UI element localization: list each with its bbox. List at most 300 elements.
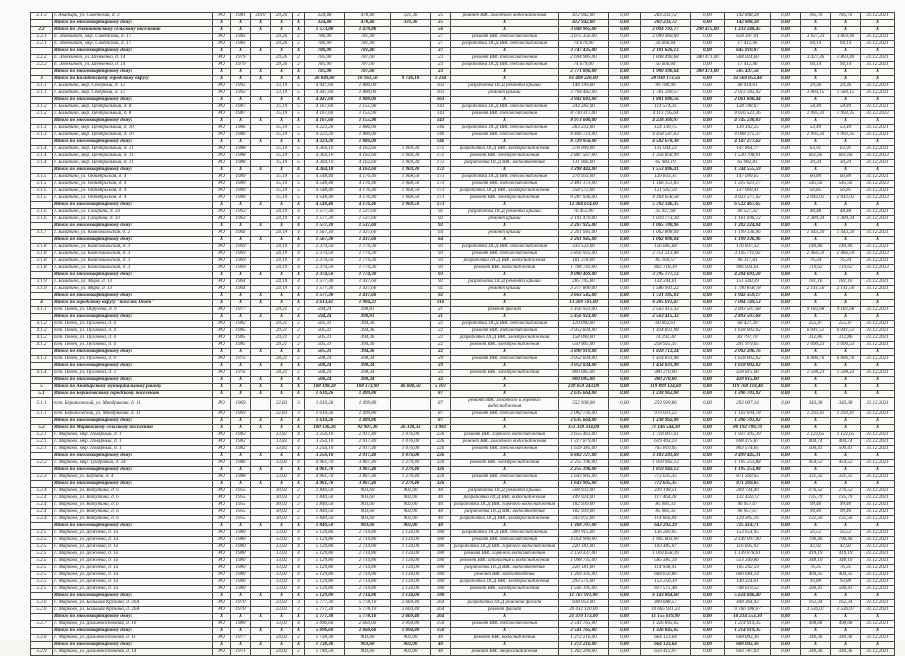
address-cell: пгт. Беринговский, ул. Мандрикова, д. 11 — [53, 410, 213, 417]
cost-local-budget-cell: 0,00 — [691, 377, 725, 384]
cost-local-budget-cell: 0,00 — [691, 272, 725, 279]
work-type-cell: ремонт ВВС холодного водоснабжения — [451, 13, 559, 20]
cost-local-budget-cell: 0,00 — [691, 620, 725, 627]
year-last-repair-cell — [251, 153, 271, 160]
area-living-cell — [391, 251, 431, 258]
cost-other-cell: 0,00 — [771, 69, 801, 76]
floors-cell: X — [293, 641, 305, 648]
unit-cost-cell: 76,34 — [801, 258, 831, 265]
cost-owners-cell: 871 269,65 — [725, 480, 771, 487]
unit-cost-approved-cell: 99,40 — [831, 501, 861, 508]
area-total-cell: 2 613,41 — [305, 300, 345, 307]
area-living-cell — [391, 279, 431, 286]
year-last-repair-cell — [251, 209, 271, 216]
cost-fund-cell: 0,00 — [609, 557, 641, 564]
year-built-cell: 1976 — [231, 370, 251, 377]
fund-method-cell: РО — [213, 634, 231, 641]
unit-cost-cell: X — [801, 641, 831, 648]
address-cell: г. Билибино, ул. Октябрьская, д. 4 — [53, 195, 213, 202]
area-total-cell: 1 577,30 — [305, 293, 345, 300]
unit-cost-approved-cell: 94,14 — [831, 41, 861, 48]
unit-cost-cell: 312,86 — [801, 335, 831, 342]
unit-cost-cell: 162,34 — [801, 599, 831, 606]
summary-row — [31, 627, 895, 634]
cost-owners-cell: 428 815,00 — [725, 377, 771, 384]
completion-date-cell: 31.12.2021 — [861, 564, 895, 571]
row-num-cell: 3.1.5 — [31, 195, 53, 202]
cost-owners-cell: 585 437,56 — [725, 69, 771, 76]
year-last-repair-cell — [251, 370, 271, 377]
area-living-cell: 1 076,00 — [391, 445, 431, 452]
row-num-cell: 5 — [31, 384, 53, 391]
unit-cost-approved-cell: 181,16 — [831, 279, 861, 286]
floors-cell: 3 — [293, 398, 305, 411]
unit-cost-cell: 3 427,36 — [801, 55, 831, 62]
cost-other-cell: 0,00 — [771, 41, 801, 48]
cost-owners-cell: 147 864,77 — [725, 146, 771, 153]
address-cell: Итого по многоквартирному дому: — [53, 627, 213, 634]
work-type-cell: ремонт ВВС водоснабжения — [451, 634, 559, 641]
table-row — [31, 244, 895, 251]
table-row — [31, 494, 895, 501]
cost-fund-cell: 0,00 — [609, 300, 641, 307]
summary-row — [31, 293, 895, 300]
cost-fund-cell: 0,00 — [609, 328, 641, 335]
cost-fund-cell: 0,00 — [609, 578, 641, 585]
cost-local-budget-cell: 0,00 — [691, 363, 725, 370]
area-premises-cell: 398,34 — [345, 377, 391, 384]
cost-subject-budget-cell: 269 233,72 — [641, 13, 691, 20]
completion-date-cell: X — [861, 293, 895, 300]
table-row — [31, 515, 895, 522]
residents-count-cell: 22 — [431, 328, 451, 335]
address-cell: Итого по Эгвекинотскому сельскому поселению — [53, 27, 213, 34]
cost-owners-cell: 2 013 182,43 — [725, 90, 771, 97]
cost-other-cell: 0,00 — [771, 97, 801, 104]
year-built-cell: X — [231, 627, 251, 634]
year-last-repair-cell — [251, 104, 271, 111]
area-premises-cell: 108 173,90 — [345, 384, 391, 391]
row-num-cell — [31, 613, 53, 620]
cost-other-cell: 0,00 — [771, 564, 801, 571]
area-total-cell: 4 961,70 — [305, 473, 345, 480]
residents-count-cell: 226 — [431, 452, 451, 459]
fund-method-cell: РО — [213, 153, 231, 160]
cost-local-budget-cell: 0,00 — [691, 445, 725, 452]
area-living-cell — [391, 356, 431, 363]
area-total-cell: 1 738,30 — [305, 634, 345, 641]
year-last-repair-cell — [251, 307, 271, 314]
unit-cost-cell: X — [801, 48, 831, 55]
completion-date-cell: 31.12.2021 — [861, 536, 895, 543]
work-type-cell: разработка ПСД ВВС теплоснабжения — [451, 125, 559, 132]
unit-cost-cell: X — [801, 452, 831, 459]
cost-owners-cell: 871 269,65 — [725, 473, 771, 480]
cost-other-cell: 0,00 — [771, 209, 801, 216]
unit-cost-approved-cell: X — [831, 69, 861, 76]
cost-owners-cell: 1 214 919,35 — [725, 627, 771, 634]
year-built-cell: 1986 — [231, 132, 251, 139]
year-last-repair-cell — [251, 585, 271, 592]
year-last-repair-cell — [251, 195, 271, 202]
floors-cell: 4 — [293, 543, 305, 550]
cost-local-budget-cell: 0,00 — [691, 146, 725, 153]
area-total-cell: 1 610,26 — [305, 417, 345, 424]
cost-local-budget-cell: 0,00 — [691, 391, 725, 398]
area-premises-cell: 903,60 — [345, 494, 391, 501]
residents-count-cell: 92 — [431, 279, 451, 286]
cost-other-cell: 0,00 — [771, 328, 801, 335]
area-living-cell — [391, 118, 431, 125]
area-living-cell — [391, 417, 431, 424]
completion-date-cell: 31.12.2021 — [861, 356, 895, 363]
cost-fund-cell: 0,00 — [609, 620, 641, 627]
work-type-cell: X — [451, 139, 559, 146]
floors-cell: 5 — [293, 104, 305, 111]
area-living-cell — [391, 398, 431, 411]
row-num-cell — [31, 466, 53, 473]
completion-date-cell: 31.12.2023 — [861, 153, 895, 160]
year-built-cell: 1989 — [231, 195, 251, 202]
cost-other-cell: 0,00 — [771, 571, 801, 578]
cost-other-cell: 0,00 — [771, 529, 801, 536]
fund-method-cell: РО — [213, 508, 231, 515]
wear-coefficient-cell: X — [271, 48, 293, 55]
unit-cost-approved-cell: 162,34 — [831, 599, 861, 606]
area-premises-cell: 1 880,00 — [345, 83, 391, 90]
year-built-cell: 1971 — [231, 648, 251, 655]
row-num-cell: 5.2.1 — [31, 431, 53, 438]
cost-fund-cell: 0,00 — [609, 335, 641, 342]
year-last-repair-cell — [251, 342, 271, 349]
year-last-repair-cell — [251, 335, 271, 342]
address-cell: Итого по многоквартирному дому: — [53, 97, 213, 104]
work-type-cell: X — [451, 202, 559, 209]
address-cell: пгт. Певек, ул. Пугачёва, д. 4 — [53, 328, 213, 335]
area-premises-cell: 1 774,30 — [345, 244, 391, 251]
wear-coefficient-cell: 15,19 — [271, 181, 293, 188]
cost-local-budget-cell: 0,00 — [691, 384, 725, 391]
unit-cost-cell: 1 389,34 — [801, 216, 831, 223]
completion-date-cell: X — [861, 613, 895, 620]
unit-cost-approved-cell: X — [831, 76, 861, 83]
completion-date-cell: X — [861, 452, 895, 459]
cost-total-cell: 1 566 195,00 — [559, 585, 609, 592]
work-type-cell: разработка ПСД ВВС теплоснабжения — [451, 174, 559, 181]
wear-coefficient-cell: X — [271, 613, 293, 620]
cost-other-cell: 0,00 — [771, 181, 801, 188]
table-row — [31, 487, 895, 494]
cost-total-cell: 2 261 945,00 — [559, 230, 609, 237]
table-row — [31, 132, 895, 139]
cost-other-cell: 0,00 — [771, 174, 801, 181]
cost-total-cell: 3 052 834,00 — [559, 356, 609, 363]
area-total-cell: 5 777,30 — [305, 613, 345, 620]
wear-coefficient-cell: X — [271, 592, 293, 599]
address-cell: Итого по многоквартирному дому: — [53, 20, 213, 27]
table-row — [31, 431, 895, 438]
work-type-cell: ремонт ВВС водоотведения — [451, 571, 559, 578]
year-last-repair-cell — [251, 473, 271, 480]
work-type-cell: ремонт ВВС теплоснабжения — [451, 328, 559, 335]
area-total-cell: 786,90 — [305, 34, 345, 41]
year-built-cell: 1970 — [231, 606, 251, 613]
wear-coefficient-cell: 13,02 — [271, 564, 293, 571]
year-last-repair-cell — [251, 111, 271, 118]
area-total-cell: 5 129,80 — [305, 557, 345, 564]
unit-cost-approved-cell: 785,76 — [831, 13, 861, 20]
unit-cost-approved-cell: X — [831, 48, 861, 55]
area-total-cell: 508,24 — [305, 356, 345, 363]
address-cell: Итого по многоквартирному дому: — [53, 167, 213, 174]
cost-owners-cell: 1 744 555,59 — [725, 167, 771, 174]
floors-cell: 2 — [293, 487, 305, 494]
year-last-repair-cell — [251, 188, 271, 195]
cost-subject-budget-cell: 664 123,64 — [641, 634, 691, 641]
residents-count-cell: 180 — [431, 557, 451, 564]
cost-fund-cell: 0,00 — [609, 363, 641, 370]
area-premises-cell: 2 714,80 — [345, 564, 391, 571]
row-num-cell: 3.1.6 — [31, 209, 53, 216]
cost-other-cell: 0,00 — [771, 286, 801, 293]
area-total-cell: 4 548,40 — [305, 181, 345, 188]
cost-owners-cell: 448 364,43 — [725, 599, 771, 606]
row-num-cell — [31, 377, 53, 384]
residents-count-cell: 92 — [431, 209, 451, 216]
cost-fund-cell: 0,00 — [609, 536, 641, 543]
fund-method-cell: РО — [213, 13, 231, 20]
fund-method-cell: РО — [213, 160, 231, 167]
cost-total-cell: 1 269 335,00 — [559, 571, 609, 578]
work-type-cell: X — [451, 522, 559, 529]
floors-cell: 4 — [293, 459, 305, 466]
address-cell: пгт. Певек, ул. Пугачёва, д. 9 — [53, 356, 213, 363]
completion-date-cell: X — [861, 522, 895, 529]
area-premises-cell: 781,40 — [345, 48, 391, 55]
cost-owners-cell: 151 500,39 — [725, 279, 771, 286]
floors-cell: 5 — [293, 111, 305, 118]
cost-owners-cell: 68 427,39 — [725, 321, 771, 328]
fund-method-cell: РО — [213, 307, 231, 314]
work-type-cell: X — [451, 20, 559, 27]
cost-total-cell: 249 924,00 — [559, 494, 609, 501]
row-num-cell — [31, 139, 53, 146]
table-row — [31, 543, 895, 550]
cost-local-budget-cell: 0,00 — [691, 452, 725, 459]
cost-subject-budget-cell: 1 721 185,83 — [641, 293, 691, 300]
unit-cost-cell: 454,52 — [801, 459, 831, 466]
row-num-cell: 5.2.7 — [31, 620, 53, 627]
cost-subject-budget-cell: 1 905 803,00 — [641, 536, 691, 543]
table-row — [31, 265, 895, 272]
floors-cell: 5 — [293, 146, 305, 153]
area-living-cell — [391, 48, 431, 55]
year-last-repair-cell: X — [251, 641, 271, 648]
cost-subject-budget-cell: 103 485,07 — [641, 543, 691, 550]
fund-method-cell: РО — [213, 370, 231, 377]
area-premises-cell: 394,36 — [345, 349, 391, 356]
area-total-cell: 4 167,60 — [305, 104, 345, 111]
area-living-cell: 1 094,80 — [391, 620, 431, 627]
cost-fund-cell: 0,00 — [609, 132, 641, 139]
cost-owners-cell: 1 790 858,78 — [725, 286, 771, 293]
cost-subject-budget-cell: 1 326 845,65 — [641, 620, 691, 627]
cost-fund-cell: 0,00 — [609, 634, 641, 641]
area-living-cell: 2 669,40 — [391, 599, 431, 606]
wear-coefficient-cell: X — [271, 237, 293, 244]
area-premises-cell: 5 778,10 — [345, 613, 391, 620]
area-living-cell: 902,00 — [391, 634, 431, 641]
area-premises-cell: 2 714,80 — [345, 529, 391, 536]
area-premises-cell: 1 774,30 — [345, 272, 391, 279]
floors-cell: X — [293, 20, 305, 27]
area-total-cell: 5 129,80 — [305, 564, 345, 571]
area-premises-cell: 1 880,00 — [345, 90, 391, 97]
unit-cost-approved-cell: 2 141,50 — [831, 286, 861, 293]
unit-cost-cell: 58,49 — [801, 104, 831, 111]
unit-cost-approved-cell: 545,56 — [831, 181, 861, 188]
area-total-cell: 4 223,20 — [305, 139, 345, 146]
summary-row — [31, 480, 895, 487]
cost-total-cell: 1 643 905,00 — [559, 473, 609, 480]
address-cell: Итого по многоквартирному дому: — [53, 522, 213, 529]
summary-row — [31, 300, 895, 307]
work-type-cell: ремонт крыши — [451, 286, 559, 293]
residents-count-cell: 172 — [431, 160, 451, 167]
cost-subject-budget-cell: 11 155 619,90 — [641, 613, 691, 620]
cost-owners-cell: 129 305,16 — [725, 515, 771, 522]
cost-fund-cell: 0,00 — [609, 356, 641, 363]
area-premises-cell: 903,60 — [345, 487, 391, 494]
unit-cost-approved-cell: 6 041,51 — [831, 328, 861, 335]
cost-other-cell: 0,00 — [771, 111, 801, 118]
residents-count-cell: 180 — [431, 571, 451, 578]
cost-subject-budget-cell: 1 065 700,96 — [641, 223, 691, 230]
cost-local-budget-cell: 0,00 — [691, 487, 725, 494]
area-premises-cell: 2 714,80 — [345, 543, 391, 550]
wear-coefficient-cell: X — [271, 480, 293, 487]
cost-subject-budget-cell: 117 464,28 — [641, 494, 691, 501]
wear-coefficient-cell: 22,83 — [271, 398, 293, 411]
year-built-cell: X — [231, 223, 251, 230]
area-total-cell: 3 256,10 — [305, 445, 345, 452]
cost-local-budget-cell: 0,00 — [691, 522, 725, 529]
unit-cost-cell: X — [801, 627, 831, 634]
area-premises-cell: 1 155,90 — [345, 118, 391, 125]
cost-total-cell: 3 890 919,00 — [559, 349, 609, 356]
residents-count-cell: 3 982 — [431, 424, 451, 431]
unit-cost-approved-cell: 1 584,15 — [831, 90, 861, 97]
fund-method-cell: РО — [213, 515, 231, 522]
completion-date-cell: 31.12.2021 — [861, 104, 895, 111]
residents-count-cell: 29 — [431, 356, 451, 363]
area-living-cell: 26 338,32 — [391, 424, 431, 431]
address-cell: Итого по многоквартирному дому: — [53, 452, 213, 459]
area-living-cell: 1 134,00 — [391, 543, 431, 550]
work-type-cell: X — [451, 223, 559, 230]
completion-date-cell: 31.12.2021 — [861, 160, 895, 167]
area-total-cell: 5 096,60 — [305, 620, 345, 627]
cost-subject-budget-cell: 239 198,51 — [641, 487, 691, 494]
area-premises-cell: 2 714,80 — [345, 550, 391, 557]
area-premises-cell: 903,60 — [345, 508, 391, 515]
wear-coefficient-cell: 29,26 — [271, 41, 293, 48]
area-living-cell — [391, 69, 431, 76]
cost-fund-cell: 0,00 — [609, 314, 641, 321]
summary-row — [31, 452, 895, 459]
table-row — [31, 620, 895, 627]
wear-coefficient-cell: X — [271, 167, 293, 174]
area-total-cell: 4 447,60 — [305, 83, 345, 90]
work-type-cell: X — [451, 118, 559, 125]
cost-total-cell: 21 370 173,00 — [559, 613, 609, 620]
area-living-cell: 1 968,50 — [391, 181, 431, 188]
wear-coefficient-cell: X — [271, 377, 293, 384]
year-built-cell: X — [231, 391, 251, 398]
area-living-cell: 1 969,30 — [391, 160, 431, 167]
cost-owners-cell: 10 214 553,10 — [725, 613, 771, 620]
unit-cost-cell: 93,80 — [801, 578, 831, 585]
row-num-cell: 3.1.5 — [31, 174, 53, 181]
area-total-cell: 2 374,50 — [305, 265, 345, 272]
completion-date-cell: 31.12.2021 — [861, 620, 895, 627]
unit-cost-cell: 3 927,33 — [801, 34, 831, 41]
fund-method-cell: РО — [213, 209, 231, 216]
floors-cell: X — [293, 118, 305, 125]
floors-cell: X — [293, 377, 305, 384]
unit-cost-approved-cell: X — [831, 452, 861, 459]
row-num-cell — [31, 272, 53, 279]
area-living-cell: 331,36 — [391, 20, 431, 27]
year-built-cell: 1987 — [231, 111, 251, 118]
completion-date-cell: 31.12.2021 — [861, 62, 895, 69]
residents-count-cell: 87 — [431, 417, 451, 424]
residents-count-cell: 64 — [431, 237, 451, 244]
year-last-repair-cell: X — [251, 391, 271, 398]
cost-subject-budget-cell: 3 795 777,72 — [641, 272, 691, 279]
cost-other-cell: 0,00 — [771, 146, 801, 153]
year-last-repair-cell — [251, 321, 271, 328]
cost-total-cell: 1 708 743,00 — [559, 265, 609, 272]
area-total-cell: 594,24 — [305, 314, 345, 321]
cost-subject-budget-cell: 56 666,04 — [641, 41, 691, 48]
unit-cost-cell: 348,10 — [801, 557, 831, 564]
area-premises-cell: 1 774,30 — [345, 258, 391, 265]
cost-subject-budget-cell: 1 718 067,61 — [641, 431, 691, 438]
work-type-cell: ремонт ВВС теплоснабжения — [451, 181, 559, 188]
work-type-cell: ремонт ВВС электроснабжения — [451, 195, 559, 202]
unit-cost-approved-cell: 30,24 — [831, 160, 861, 167]
address-cell: пгт. Певек, ул. Пугачёва, д. 4 — [53, 321, 213, 328]
area-total-cell: 26 849,60 — [305, 76, 345, 83]
wear-coefficient-cell: X — [271, 627, 293, 634]
fund-method-cell: РО — [213, 356, 231, 363]
cost-other-cell: 0,00 — [771, 188, 801, 195]
unit-cost-approved-cell: 276,52 — [831, 487, 861, 494]
cost-fund-cell: 0,00 — [609, 146, 641, 153]
cost-owners-cell: 1 937 395,39 — [725, 431, 771, 438]
wear-coefficient-cell: X — [271, 20, 293, 27]
fund-method-cell: X — [213, 613, 231, 620]
cost-owners-cell: 513 349,86 — [725, 557, 771, 564]
floors-cell: 5 — [293, 160, 305, 167]
floors-cell: X — [293, 139, 305, 146]
cost-subject-budget-cell: 28 930 173,56 — [641, 76, 691, 83]
cost-other-cell: 0,00 — [771, 417, 801, 424]
table-row — [31, 648, 895, 655]
row-num-cell — [31, 417, 53, 424]
row-num-cell: 3.1.2 — [31, 111, 53, 118]
